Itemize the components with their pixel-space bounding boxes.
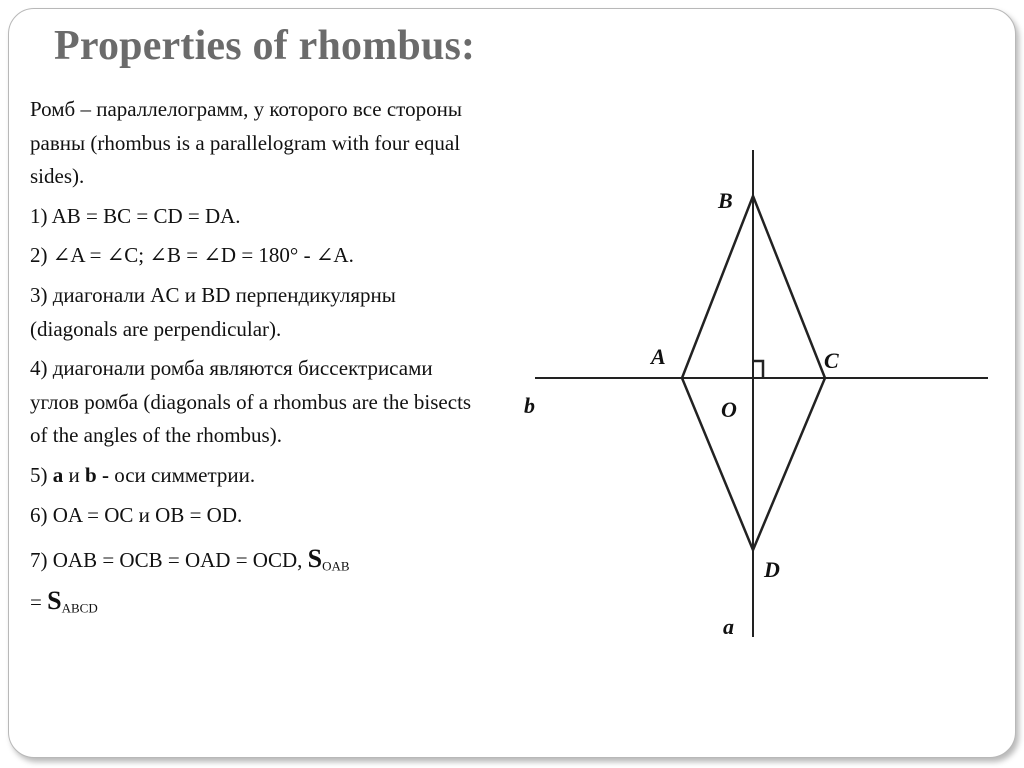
axis-label-a: a	[723, 614, 734, 639]
property-4: 4) диагонали ромба являются биссектрисами углов ромба (diagonals of a rhombus are the bisects of the angles of the rhombus).	[30, 356, 472, 448]
property-5-suffix: оси симметрии.	[114, 462, 256, 487]
property-1: 1) AB = BC = CD = DA.	[30, 203, 241, 228]
definition: Ромб – параллелограмм, у которого все стороны равны (rhombus is a parallelogram with four equal sides).	[30, 97, 462, 189]
vertex-label-a: A	[651, 344, 666, 369]
axis-label-b: b	[524, 393, 535, 418]
axis-b-label: b	[85, 462, 97, 487]
area-subscript-1: OAB	[322, 558, 350, 574]
axis-a-label: a	[52, 462, 64, 487]
slide-title: Properties of rhombus:	[54, 23, 476, 69]
property-6: 6) OA = OC и OB = OD.	[30, 502, 243, 527]
property-7-equals: =	[30, 589, 48, 614]
property-5-prefix: 5)	[30, 462, 53, 487]
area-subscript-2: ABCD	[61, 599, 98, 615]
vertex-label-b: B	[718, 188, 733, 213]
vertex-label-c: C	[824, 348, 839, 373]
property-5-and: и	[63, 462, 85, 487]
property-7-text: 7) OAB = OCB = OAD = OCD,	[30, 548, 308, 573]
vertex-label-d: D	[764, 557, 780, 582]
area-symbol-2: S	[47, 585, 62, 615]
center-label-o: O	[721, 397, 737, 422]
property-2: 2) ∠A = ∠C; ∠B = ∠D = 180° - ∠A.	[30, 243, 354, 268]
property-3: 3) диагонали AC и BD перпендикулярны (diagonals are perpendicular).	[30, 282, 396, 341]
property-5-dash: -	[96, 462, 115, 487]
right-angle-marker	[753, 361, 763, 378]
area-symbol-1: S	[307, 544, 323, 574]
